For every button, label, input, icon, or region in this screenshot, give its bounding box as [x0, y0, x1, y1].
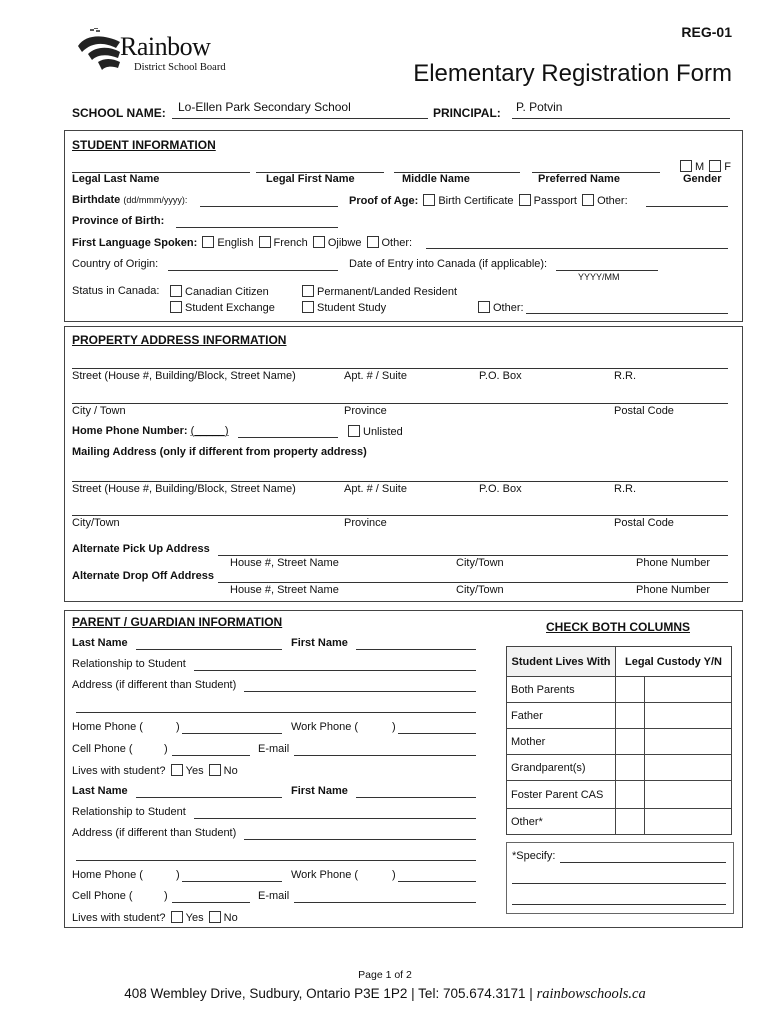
alt-dropoff-field[interactable]: [218, 582, 728, 583]
lives-with-cell[interactable]: [616, 809, 645, 835]
parent2-lives-with-label: Lives with student?: [72, 912, 166, 924]
status-in-canada-label: Status in Canada:: [72, 285, 160, 297]
school-name-line: [172, 118, 428, 119]
parent2-relationship-field[interactable]: [194, 818, 476, 819]
table-row: [507, 729, 732, 755]
pickup-phone-label: Phone Number: [636, 557, 710, 569]
home-phone-row: [72, 425, 229, 437]
unlisted-option: [346, 425, 403, 438]
custody-cell[interactable]: [645, 781, 732, 809]
parent2-cell-phone-label: Cell Phone (: [72, 890, 133, 902]
birthdate-row: [72, 194, 187, 206]
proof-of-age-label: Proof of Age:: [349, 195, 419, 207]
parent-heading: PARENT / GUARDIAN INFORMATION: [72, 615, 283, 629]
gender-f-label: F: [724, 161, 731, 173]
proof-other-checkbox[interactable]: [582, 194, 594, 206]
parent2-home-phone-paren: ): [176, 869, 180, 881]
parent1-address-field[interactable]: [244, 691, 476, 692]
language-other-label: Other:: [381, 237, 413, 249]
student-exchange-label: Student Exchange: [185, 302, 275, 314]
parent1-lives-with-row: [72, 764, 238, 777]
school-name-field[interactable]: Lo-Ellen Park Secondary School: [178, 100, 351, 114]
parent2-no-label: No: [223, 912, 238, 924]
parent1-work-phone-paren: ): [392, 721, 396, 733]
table-row: [507, 809, 732, 835]
parent2-last-name-label: Last Name: [72, 785, 128, 797]
parent2-yes-checkbox[interactable]: [171, 911, 183, 923]
birthdate-field[interactable]: [200, 206, 338, 207]
unlisted-checkbox[interactable]: [348, 425, 360, 437]
po-box-label: P.O. Box: [479, 370, 522, 382]
row-label: Other*: [507, 809, 616, 835]
alt-pickup-field[interactable]: [218, 555, 728, 556]
parent2-cell-phone-field[interactable]: [172, 902, 250, 903]
page-title: Elementary Registration Form: [413, 60, 732, 87]
alt-pickup-label: Alternate Pick Up Address: [72, 543, 210, 555]
lives-with-cell[interactable]: [616, 781, 645, 809]
dropoff-house-label: House #, Street Name: [230, 584, 339, 596]
parent1-lives-with-label: Lives with student?: [72, 765, 166, 777]
rainbow-logo: [76, 28, 246, 78]
first-language-row: [72, 236, 412, 249]
pickup-city-label: City/Town: [456, 557, 504, 569]
parent2-no-checkbox[interactable]: [209, 911, 221, 923]
legal-first-label: Legal First Name: [266, 173, 355, 185]
property-city-field[interactable]: [72, 403, 728, 404]
canadian-citizen-option: [168, 285, 269, 298]
mailing-postal-label: Postal Code: [614, 517, 674, 529]
student-study-checkbox[interactable]: [302, 301, 314, 313]
parent2-address-field[interactable]: [244, 839, 476, 840]
birthdate-label: Birthdate: [72, 194, 121, 206]
gender-f-checkbox[interactable]: [709, 160, 721, 172]
parent1-work-phone-field[interactable]: [398, 733, 476, 734]
lives-with-cell[interactable]: [616, 729, 645, 755]
city-label: City / Town: [72, 405, 126, 417]
specify-field-line2[interactable]: [512, 883, 726, 884]
ojibwe-checkbox[interactable]: [313, 236, 325, 248]
custody-cell[interactable]: [645, 729, 732, 755]
mailing-rr-label: R.R.: [614, 483, 636, 495]
french-checkbox[interactable]: [259, 236, 271, 248]
parent1-first-name-label: First Name: [291, 637, 348, 649]
table-row: [507, 703, 732, 729]
language-other-checkbox[interactable]: [367, 236, 379, 248]
province-of-birth-label: Province of Birth:: [72, 215, 165, 227]
parent1-home-phone-field[interactable]: [182, 733, 282, 734]
footer-address: 408 Wembley Drive, Sudbury, Ontario P3E 1P2 | Tel: 705.674.3171 |: [124, 986, 533, 1001]
english-checkbox[interactable]: [202, 236, 214, 248]
row-label: Mother: [507, 729, 616, 755]
first-language-label: First Language Spoken:: [72, 237, 198, 249]
table-row: [507, 677, 732, 703]
table-row: [507, 755, 732, 781]
parent1-address-label: Address (if different than Student): [72, 679, 237, 691]
mailing-po-box-label: P.O. Box: [479, 483, 522, 495]
legal-last-label: Legal Last Name: [72, 173, 160, 185]
parent2-cell-phone-paren: ): [164, 890, 168, 902]
mailing-street-label: Street (House #, Building/Block, Street Name): [72, 483, 296, 495]
status-other-label: Other:: [493, 302, 524, 314]
footer-website[interactable]: rainbowschools.ca: [536, 986, 646, 1002]
language-other-field[interactable]: [426, 248, 728, 249]
parent2-work-phone-field[interactable]: [398, 881, 476, 882]
school-name-label: SCHOOL NAME:: [72, 106, 166, 120]
specify-label: *Specify:: [512, 850, 556, 862]
alt-dropoff-label: Alternate Drop Off Address: [72, 570, 215, 582]
mailing-street-field[interactable]: [72, 481, 728, 482]
birthdate-format: (dd/mmm/yyyy):: [123, 195, 188, 205]
parent2-first-name-field[interactable]: [356, 797, 476, 798]
status-other-field[interactable]: [526, 313, 728, 314]
birth-certificate-checkbox[interactable]: [423, 194, 435, 206]
date-of-entry-field[interactable]: [556, 270, 658, 271]
gender-label: Gender: [683, 173, 722, 185]
mailing-province-label: Province: [344, 517, 387, 529]
student-exchange-checkbox[interactable]: [170, 301, 182, 313]
dropoff-phone-label: Phone Number: [636, 584, 710, 596]
preferred-name-label: Preferred Name: [538, 173, 620, 185]
home-phone-area-code[interactable]: (_____): [190, 425, 229, 437]
passport-checkbox[interactable]: [519, 194, 531, 206]
province-label: Province: [344, 405, 387, 417]
proof-other-label: Other:: [597, 195, 628, 207]
table-header-row: [507, 647, 732, 677]
parent1-cell-phone-label: Cell Phone (: [72, 743, 133, 755]
check-columns-heading: CHECK BOTH COLUMNS: [546, 620, 690, 634]
parent2-address-line2[interactable]: [76, 860, 476, 861]
parent1-first-name-field[interactable]: [356, 649, 476, 650]
custody-cell[interactable]: [645, 677, 732, 703]
parent2-last-name-field[interactable]: [136, 797, 282, 798]
principal-line: [512, 118, 730, 119]
canadian-citizen-checkbox[interactable]: [170, 285, 182, 297]
student-study-label: Student Study: [317, 302, 387, 314]
parent1-relationship-field[interactable]: [194, 670, 476, 671]
parent1-home-phone-paren: ): [176, 721, 180, 733]
parent2-yes-label: Yes: [185, 912, 204, 924]
principal-field[interactable]: P. Potvin: [516, 100, 563, 114]
principal-label: PRINCIPAL:: [433, 106, 501, 120]
page-number: Page 1 of 2: [358, 969, 412, 981]
custody-cell[interactable]: [645, 755, 732, 781]
student-info-heading: STUDENT INFORMATION: [72, 138, 216, 152]
country-of-origin-label: Country of Origin:: [72, 258, 159, 270]
lives-with-cell[interactable]: [616, 677, 645, 703]
parent1-email-field[interactable]: [294, 755, 476, 756]
mailing-address-label: Mailing Address (only if different from property address): [72, 446, 367, 458]
parent1-cell-phone-paren: ): [164, 743, 168, 755]
student-study-option: [300, 301, 386, 314]
rr-label: R.R.: [614, 370, 636, 382]
province-of-birth-field[interactable]: [176, 227, 338, 228]
parent2-email-label: E-mail: [258, 890, 290, 902]
french-label: French: [273, 237, 308, 249]
parent2-lives-with-row: [72, 911, 238, 924]
status-other-checkbox[interactable]: [478, 301, 490, 313]
parent2-relationship-label: Relationship to Student: [72, 806, 186, 818]
english-label: English: [217, 237, 254, 249]
mailing-apt-label: Apt. # / Suite: [344, 483, 407, 495]
parent2-address-label: Address (if different than Student): [72, 827, 237, 839]
birth-certificate-label: Birth Certificate: [438, 195, 514, 207]
parent1-yes-label: Yes: [185, 765, 204, 777]
permanent-resident-option: [300, 285, 457, 298]
parent1-home-phone-label: Home Phone (: [72, 721, 143, 733]
home-phone-field[interactable]: [238, 437, 338, 438]
proof-other-field[interactable]: [646, 206, 728, 207]
logo-subtitle: District School Board: [134, 62, 226, 73]
date-of-entry-format: YYYY/MM: [578, 272, 620, 282]
parent1-work-phone-label: Work Phone (: [291, 721, 359, 733]
parent1-last-name-label: Last Name: [72, 637, 128, 649]
parent1-no-checkbox[interactable]: [209, 764, 221, 776]
canadian-citizen-label: Canadian Citizen: [185, 286, 269, 298]
parent2-email-field[interactable]: [294, 902, 476, 903]
parent1-last-name-field[interactable]: [136, 649, 282, 650]
row-label: Both Parents: [507, 677, 616, 703]
row-label: Foster Parent CAS: [507, 781, 616, 809]
dropoff-city-label: City/Town: [456, 584, 504, 596]
ojibwe-label: Ojibwe: [327, 237, 362, 249]
postal-code-label: Postal Code: [614, 405, 674, 417]
passport-label: Passport: [533, 195, 577, 207]
unlisted-label: Unlisted: [363, 426, 403, 438]
row-label: Father: [507, 703, 616, 729]
street-label: Street (House #, Building/Block, Street Name): [72, 370, 296, 382]
date-of-entry-label: Date of Entry into Canada (if applicable):: [349, 258, 548, 270]
specify-field-line3[interactable]: [512, 904, 726, 905]
column-legal-custody: Legal Custody Y/N: [616, 647, 732, 677]
permanent-resident-label: Permanent/Landed Resident: [317, 286, 458, 298]
parent1-no-label: No: [223, 765, 238, 777]
student-exchange-option: [168, 301, 275, 314]
gender-m-checkbox[interactable]: [680, 160, 692, 172]
lives-with-cell[interactable]: [616, 755, 645, 781]
property-street-field[interactable]: [72, 368, 728, 369]
country-of-origin-field[interactable]: [168, 270, 338, 271]
status-other-option: [476, 301, 524, 314]
living-custody-table: [506, 646, 732, 835]
table-row: [507, 781, 732, 809]
column-lives-with: Student Lives With: [507, 647, 616, 677]
parent2-first-name-label: First Name: [291, 785, 348, 797]
footer-contact: [0, 986, 770, 1003]
middle-name-label: Middle Name: [402, 173, 470, 185]
logo-name: Rainbow: [120, 32, 211, 61]
mailing-city-label: City/Town: [72, 517, 120, 529]
parent1-yes-checkbox[interactable]: [171, 764, 183, 776]
parent2-work-phone-paren: ): [392, 869, 396, 881]
parent1-address-line2[interactable]: [76, 712, 476, 713]
parent1-cell-phone-field[interactable]: [172, 755, 250, 756]
parent1-relationship-label: Relationship to Student: [72, 658, 186, 670]
lives-with-cell[interactable]: [616, 703, 645, 729]
custody-cell[interactable]: [645, 809, 732, 835]
parent2-work-phone-label: Work Phone (: [291, 869, 359, 881]
rainbow-logo-icon: [76, 28, 126, 76]
custody-cell[interactable]: [645, 703, 732, 729]
form-code: REG-01: [681, 24, 732, 40]
home-phone-label: Home Phone Number:: [72, 425, 188, 437]
mailing-city-field[interactable]: [72, 515, 728, 516]
parent2-home-phone-label: Home Phone (: [72, 869, 143, 881]
row-label: Grandparent(s): [507, 755, 616, 781]
apt-label: Apt. # / Suite: [344, 370, 407, 382]
gender-options: [678, 160, 731, 173]
proof-of-age-row: [349, 194, 628, 207]
permanent-resident-checkbox[interactable]: [302, 285, 314, 297]
parent2-home-phone-field[interactable]: [182, 881, 282, 882]
parent1-email-label: E-mail: [258, 743, 290, 755]
pickup-house-label: House #, Street Name: [230, 557, 339, 569]
gender-m-label: M: [695, 161, 705, 173]
property-heading: PROPERTY ADDRESS INFORMATION: [72, 333, 287, 347]
specify-field-line1[interactable]: [560, 862, 726, 863]
